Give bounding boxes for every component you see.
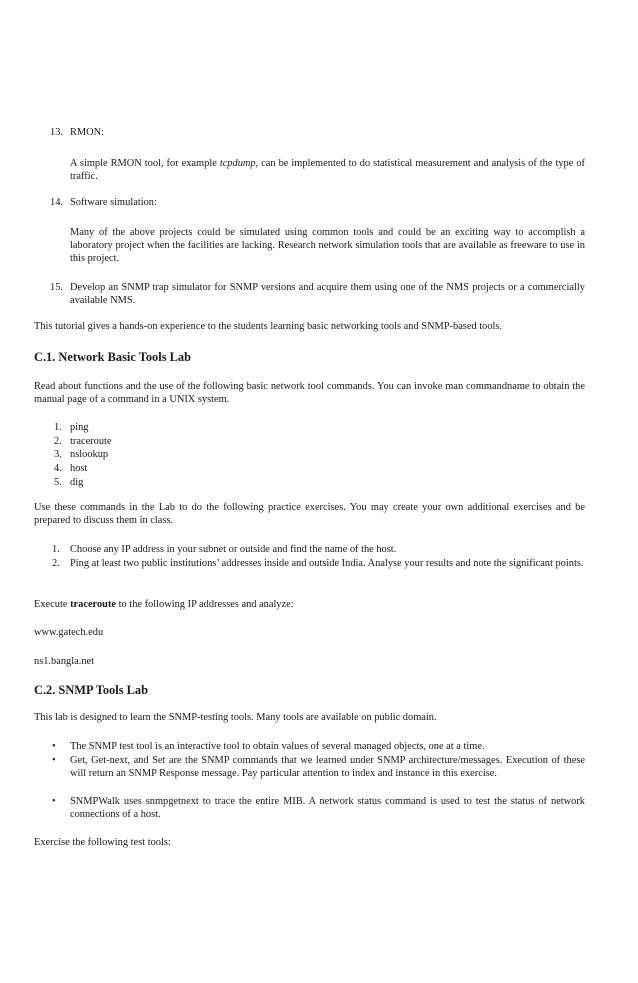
document-page: 13. RMON: A simple RMON tool, for example tcpdump, can be implemented to do statistical measurement and analysis of the type of traffic. 14. Software simulation: Many of the above projects could be simulated using common tools and could be an exciting way to accomplish a laboratory project when the facilities are lacking. Research network simulation tools that are available as freeware to use in this project. 15. Develop an SNMP trap simulator for SNMP versions and acquire them using one of the NMS projects or a commercially available NMS. This tutorial gives a hands-on experience to the students learning basic networking tools and SNMP-based tools. C.1. Network Basic Tools Lab Read about functions and the use of the following basic network tool commands. You can invoke man commandname to obtain the manual page of a command in a UNIX system. 1. ping 2. traceroute 3. nslookup 4. host 5. dig Use these commands in the Lab to do the following practice exercises. You may create your own additional exercises and be prepared to discuss them in class. 1. Choose any IP address in your subnet or outside and find the name of the host. 2. Ping at least two public institutions’ addresses inside and outside India. Analyse your results and note the significant points. Execute traceroute to the following IP addresses and analyze: www.gatech.edu ns1.bangla.net C.2. SNMP Tools Lab This lab is designed to learn the SNMP-testing tools. Many tools are available on public domain. • The SNMP test tool is an interactive tool to obtain values of several managed objects, one at a time. • Get, Get-next, and Set are the SNMP commands that we learned under SNMP architecture/messages. Execution of these will return an SNMP Response message. Pay particular attention to index and instance in this exercise. • SNMPWalk uses snmpgetnext to trace the entire MIB. A network status command is used to test the status of network connections of a host. Exercise the following test tools: (0, 0, 638, 983)
command-ping: ping (70, 422, 89, 433)
command-traceroute: traceroute (70, 436, 112, 447)
bullet-get-getnext-set: Get, Get-next, and Set are the SNMP commands that we learned under SNMP architecture/messages. Execution of these will return an SNMP Response message. Pay particular attention to index and instance in this exercise. (70, 755, 585, 779)
tcpdump-term: tcpdump (219, 158, 256, 169)
bullet-marker: • (52, 755, 56, 766)
closing-line: Exercise the following test tools: (34, 837, 171, 848)
command-host: host (70, 463, 88, 474)
section-c2-heading: C.2. SNMP Tools Lab (34, 683, 148, 697)
item-14-number: 14. (50, 197, 63, 208)
bullet-marker: • (52, 741, 56, 752)
item-15-number: 15. (50, 282, 63, 293)
item-15-text: Develop an SNMP trap simulator for SNMP versions and acquire them using one of the NMS projects or a commercially available NMS. (70, 282, 585, 306)
section-c2-intro: This lab is designed to learn the SNMP-testing tools. Many tools are available on public domain. (34, 712, 437, 723)
exercise-1: Choose any IP address in your subnet or outside and find the name of the host. (70, 544, 397, 555)
traceroute-instruction: Execute traceroute to the following IP addresses and analyze: (34, 599, 294, 610)
command-nslookup: nslookup (70, 449, 109, 460)
bullet-snmp-test-tool: The SNMP test tool is an interactive tool to obtain values of several managed objects, one at a time. (70, 741, 485, 752)
address-gatech: www.gatech.edu (34, 627, 104, 638)
bullet-snmpwalk: SNMPWalk uses snmpgetnext to trace the entire MIB. A network status command is used to test the status of network connections of a host. (70, 796, 585, 820)
traceroute-term: traceroute (70, 599, 117, 610)
item-13-text: A simple RMON tool, for example tcpdump, can be implemented to do statistical measurement and analysis of the type of traffic. (70, 158, 585, 182)
command-dig: dig (70, 477, 84, 488)
item-14-text: Many of the above projects could be simulated using common tools and could be an exciting way to accomplish a laboratory project when the facilities are lacking. Research network simulation tools that are available as freeware to use in this project. (70, 227, 585, 264)
section-c1-intro: Read about functions and the use of the following basic network tool commands. You can invoke man commandname to obtain the manual page of a command in a UNIX system. (34, 381, 585, 405)
item-13-title: RMON: (70, 127, 105, 138)
practice-intro: Use these commands in the Lab to do the following practice exercises. You may create your own additional exercises and be prepared to discuss them in class. (34, 502, 585, 526)
address-bangla: ns1.bangla.net (34, 656, 95, 667)
intro-paragraph: This tutorial gives a hands-on experience to the students learning basic networking tools and SNMP-based tools. (34, 321, 503, 332)
item-14-title: Software simulation: (70, 197, 157, 208)
exercise-2: Ping at least two public institutions’ addresses inside and outside India. Analyse your results and note the significant points. (70, 558, 584, 569)
bullet-marker: • (52, 796, 56, 807)
section-c1-heading: C.1. Network Basic Tools Lab (34, 350, 191, 364)
item-13-number: 13. (50, 127, 63, 138)
